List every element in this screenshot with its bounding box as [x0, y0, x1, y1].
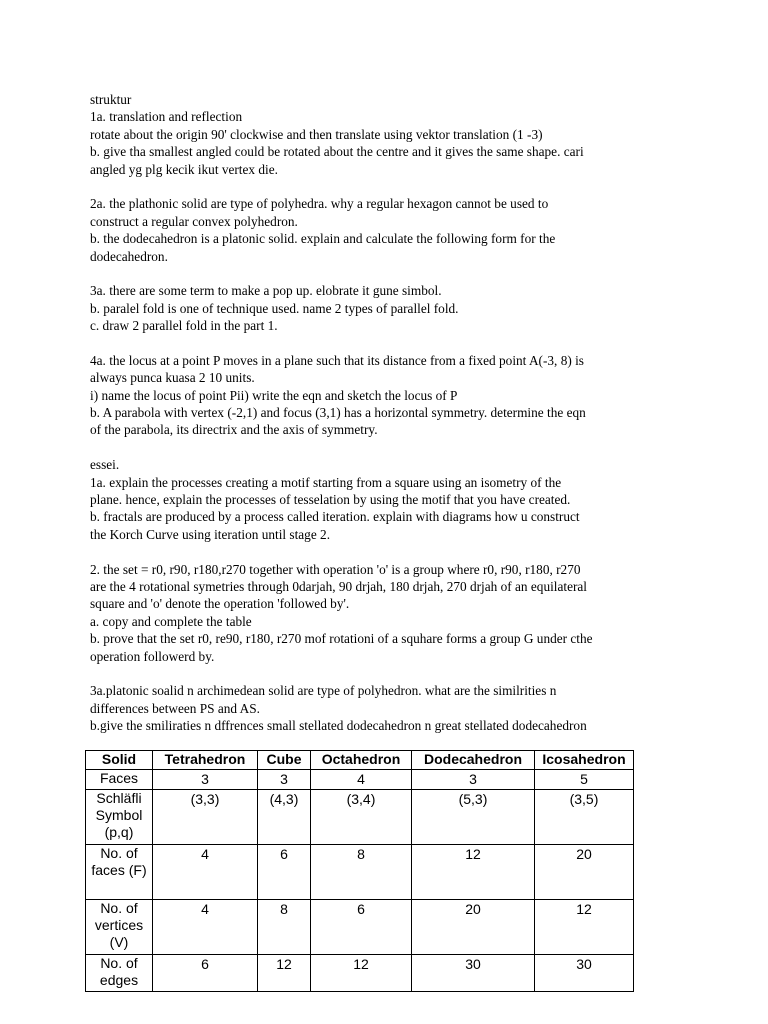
paragraph-gap: [90, 334, 690, 351]
table-cell: (3,3): [153, 790, 258, 845]
table-cell: 3: [258, 770, 311, 790]
table-cell: 20: [412, 900, 535, 955]
table-cell: 8: [258, 900, 311, 955]
table-cell: 12: [311, 955, 412, 992]
table-row: [86, 790, 634, 845]
table-row: [86, 770, 634, 790]
text-line: 1a. explain the processes creating a motif starting from a square using an isometry of the: [90, 474, 562, 490]
text-line: plane. hence, explain the processes of tesselation by using the motif that you have created.: [90, 491, 571, 507]
text-line: b. the dodecahedron is a platonic solid. explain and calculate the following form for the: [90, 231, 556, 247]
text-line: differences between PS and AS.: [90, 700, 260, 716]
text-line: b. prove that the set r0, re90, r180, r270 mof rotationi of a squhare forms a group G under cthe: [90, 631, 593, 647]
table-cell: 4: [153, 845, 258, 900]
text-line: of the parabola, its directrix and the axis of symmetry.: [90, 422, 378, 438]
text-line: b. give tha smallest angled could be rotated about the centre and it gives the same shape. cari: [90, 144, 584, 160]
table-cell: (5,3): [412, 790, 535, 845]
paragraph-gap: [90, 543, 690, 560]
text-line: 2. the set = r0, r90, r180,r270 together with operation 'o' is a group where r0, r90, r180, r270: [90, 561, 581, 577]
table-cell: 20: [535, 845, 634, 900]
table-header-cell: Dodecahedron: [412, 751, 535, 770]
text-line: a. copy and complete the table: [90, 613, 252, 629]
table-cell: 6: [311, 900, 412, 955]
table-cell: 5: [535, 770, 634, 790]
text-line: operation followerd by.: [90, 648, 215, 664]
text-line: 2a. the plathonic solid are type of polyhedra. why a regular hexagon cannot be used to: [90, 196, 549, 212]
table-cell: 30: [412, 955, 535, 992]
text-line: b. paralel fold is one of technique used. name 2 types of parallel fold.: [90, 300, 459, 316]
table-header-row: [86, 751, 634, 770]
text-line: angled yg plg kecik ikut vertex die.: [90, 161, 278, 177]
paragraph-gap: [90, 439, 690, 456]
table-row: [86, 845, 634, 900]
text-line: 1a. translation and reflection: [90, 109, 243, 125]
table-cell: 6: [258, 845, 311, 900]
paragraph-gap: [90, 265, 690, 282]
table-cell: 30: [535, 955, 634, 992]
table-header-cell: Cube: [258, 751, 311, 770]
table-cell: (3,4): [311, 790, 412, 845]
row-label: No. of vertices (V): [86, 900, 153, 955]
text-line: 3a. there are some term to make a pop up. elobrate it gune simbol.: [90, 283, 442, 299]
table-cell: 6: [153, 955, 258, 992]
table-cell: (3,5): [535, 790, 634, 845]
table-header-cell: Tetrahedron: [153, 751, 258, 770]
text-line: dodecahedron.: [90, 248, 168, 264]
text-line: b.give the smiliraties n dffrences small stellated dodecahedron n great stellated dodecahedron: [90, 718, 587, 734]
text-line: i) name the locus of point Pii) write the eqn and sketch the locus of P: [90, 387, 458, 403]
row-label: No. of faces (F): [86, 845, 153, 900]
text-line: b. A parabola with vertex (-2,1) and focus (3,1) has a horizontal symmetry. determine the eqn: [90, 405, 586, 421]
paragraph-gap: [90, 178, 690, 195]
text-line: struktur: [90, 92, 132, 107]
paragraph-gap: [90, 665, 690, 682]
text-line: are the 4 rotational symetries through 0darjah, 90 drjah, 180 drjah, 270 drjah of an equilateral: [90, 578, 587, 594]
text-line: construct a regular convex polyhedron.: [90, 213, 298, 229]
table-cell: 3: [412, 770, 535, 790]
table-row: [86, 955, 634, 992]
table-row: [86, 900, 634, 955]
text-line: the Korch Curve using iteration until stage 2.: [90, 526, 331, 542]
text-line: 4a. the locus at a point P moves in a plane such that its distance from a fixed point A(-3, 8) is: [90, 352, 584, 368]
text-line: 3a.platonic soalid n archimedean solid are type of polyhedron. what are the similrities n: [90, 683, 557, 699]
table-cell: 4: [311, 770, 412, 790]
polyhedra-table: [85, 750, 634, 992]
table-header-cell: Solid: [86, 751, 153, 770]
table-cell: 12: [535, 900, 634, 955]
table-cell: 8: [311, 845, 412, 900]
text-line: always punca kuasa 2 10 units.: [90, 370, 255, 386]
table-cell: 12: [258, 955, 311, 992]
text-line: square and 'o' denote the operation 'followed by'.: [90, 596, 350, 612]
table-cell: 4: [153, 900, 258, 955]
table-cell: 12: [412, 845, 535, 900]
table-cell: (4,3): [258, 790, 311, 845]
row-label: No. of edges: [86, 955, 153, 992]
document-body: [90, 91, 690, 734]
text-line: b. fractals are produced by a process called iteration. explain with diagrams how u construct: [90, 509, 580, 525]
text-line: essei.: [90, 457, 120, 473]
row-label: Faces: [86, 770, 153, 790]
row-label: Schläfli Symbol (p,q): [86, 790, 153, 845]
table-header-cell: Octahedron: [311, 751, 412, 770]
text-line: rotate about the origin 90' clockwise and then translate using vektor translation (1 -3): [90, 126, 543, 142]
text-line: c. draw 2 parallel fold in the part 1.: [90, 318, 278, 334]
table-header-cell: Icosahedron: [535, 751, 634, 770]
table-cell: 3: [153, 770, 258, 790]
